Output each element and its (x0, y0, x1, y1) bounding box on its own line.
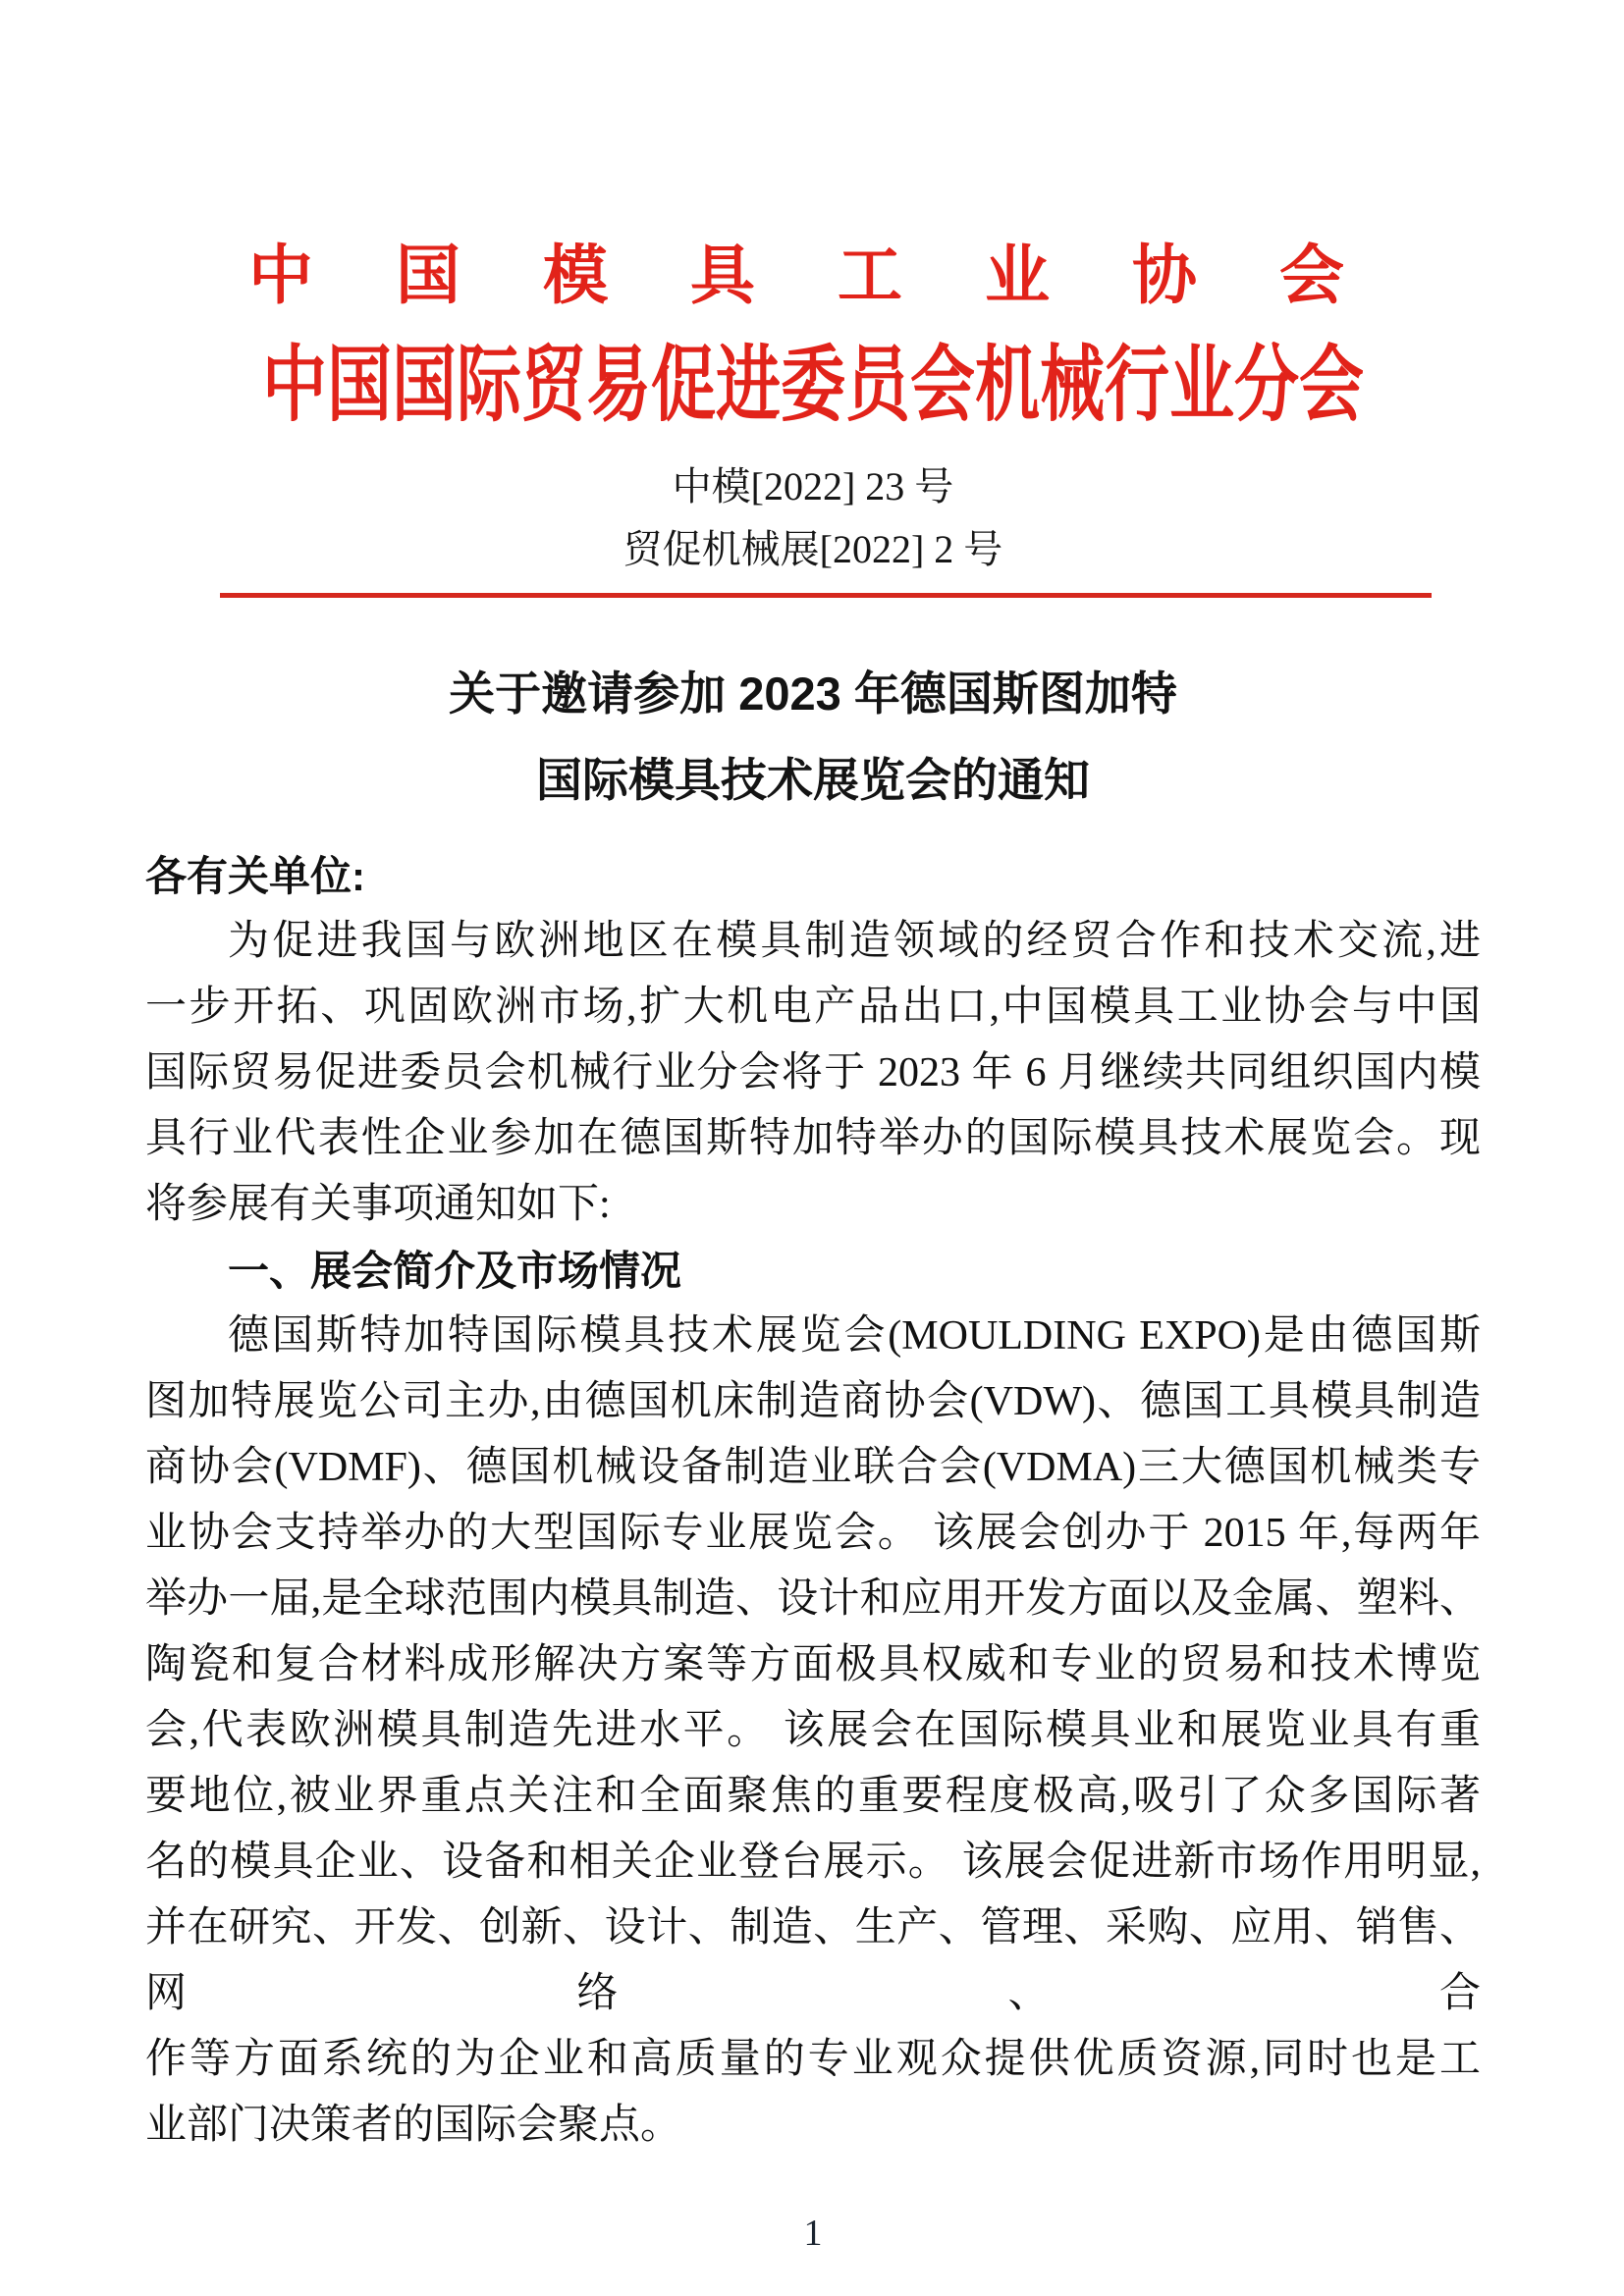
body-line: 将参展有关事项通知如下: (145, 1182, 611, 1227)
body-line: 并在研究、开发、创新、设计、制造、生产、管理、采购、应用、销售、网络、合 (145, 1905, 1481, 2016)
document-page (145, 0, 1481, 2255)
section-heading-1: 一、展会简介及市场情况 (228, 1248, 682, 1294)
salutation: 各有关单位: (145, 853, 365, 899)
body-line: 作等方面系统的为企业和高质量的专业观众提供优质资源,同时也是工 (145, 2037, 1481, 2082)
document-title-line-1: 关于邀请参加 2023 年德国斯图加特 (449, 667, 1177, 720)
org-name-line-1: 中国模具工业协会 (248, 240, 1427, 312)
body-line: 德国斯特加特国际模具技术展览会(MOULDING EXPO)是由德国斯 (228, 1313, 1481, 1359)
body-line: 会,代表欧洲模具制造先进水平。 该展会在国际模具业和展览业具有重 (145, 1708, 1481, 1753)
body-line: 图加特展览公司主办,由德国机床制造商协会(VDW)、德国工具模具制造 (145, 1379, 1481, 1424)
body-line: 一步开拓、巩固欧洲市场,扩大机电产品出口,中国模具工业协会与中国 (145, 985, 1481, 1030)
body-line: 名的模具企业、设备和相关企业登台展示。 该展会促进新市场作用明显, (145, 1840, 1481, 1885)
red-divider-rule (220, 593, 1432, 598)
doc-number-1: 中模[2022] 23 号 (672, 464, 954, 508)
doc-numbers (145, 455, 1481, 581)
body-line: 业部门决策者的国际会聚点。 (145, 2103, 682, 2148)
body-line: 国际贸易促进委员会机械行业分会将于 2023 年 6 月继续共同组织国内模 (145, 1050, 1481, 1095)
paragraph-2 (145, 1304, 1481, 2159)
body-line: 商协会(VDMF)、德国机械设备制造业联合会(VDMA)三大德国机械类专 (145, 1445, 1481, 1490)
body-line: 举办一届,是全球范围内模具制造、设计和应用开发方面以及金属、塑料、 (145, 1576, 1481, 1622)
body-line: 具行业代表性企业参加在德国斯特加特举办的国际模具技术展览会。现 (145, 1116, 1481, 1161)
body-line: 业协会支持举办的大型国际专业展览会。 该展会创办于 2015 年,每两年 (145, 1511, 1481, 1556)
body-line: 为促进我国与欧洲地区在模具制造领域的经贸合作和技术交流,进 (228, 919, 1481, 964)
body-line: 要地位,被业界重点关注和全面聚焦的重要程度极高,吸引了众多国际著 (145, 1774, 1481, 1819)
document-title-line-2: 国际模具技术展览会的通知 (536, 754, 1090, 806)
body-line: 陶瓷和复合材料成形解决方案等方面极具权威和专业的贸易和技术博览 (145, 1642, 1481, 1687)
org-name-line-2: 中国国际贸易促进委员会机械行业分会 (262, 340, 1364, 433)
paragraph-1 (145, 909, 1481, 1238)
document-title (145, 651, 1481, 824)
document-body (145, 843, 1481, 2159)
doc-number-2: 贸促机械展[2022] 2 号 (623, 527, 1003, 571)
page-number: 1 (803, 2213, 823, 2254)
